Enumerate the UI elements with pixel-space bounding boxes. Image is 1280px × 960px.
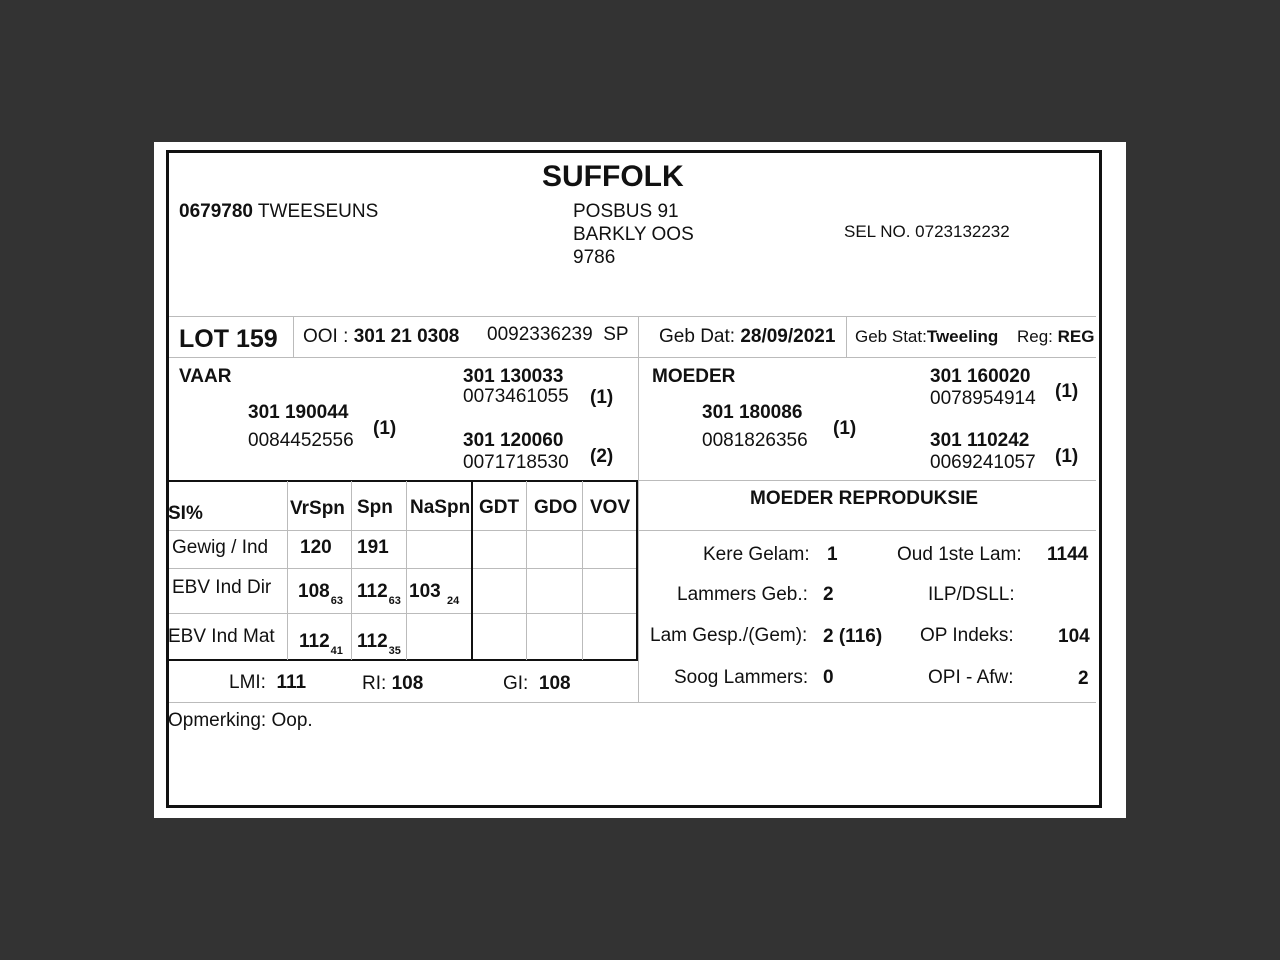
ri-label: RI: <box>362 673 387 694</box>
address-line-1: POSBUS 91 <box>573 201 679 222</box>
moeder-grand1-number: 0078954914 <box>930 388 1036 409</box>
moeder-grand2-number: 0069241057 <box>930 452 1036 473</box>
vaar-grand1-number: 0073461055 <box>463 386 569 407</box>
table-col-line <box>406 481 407 660</box>
col-header: NaSpn <box>410 497 471 518</box>
vaar-grand1-tag: (1) <box>590 387 614 408</box>
lot-number: 159 <box>235 325 278 353</box>
moeder-label: MOEDER <box>652 366 736 387</box>
cell-value: 112 <box>357 581 388 602</box>
col-header: VOV <box>590 497 631 518</box>
divider <box>169 357 1096 358</box>
vaar-grand2-id: 301 120060 <box>463 430 564 451</box>
cell-subscript: 24 <box>446 595 460 607</box>
cell-subscript: 41 <box>330 645 343 657</box>
ooi-number-value: 0092336239 <box>487 324 593 345</box>
divider <box>169 702 1096 703</box>
geb-dat-label: Geb Dat: <box>659 326 736 347</box>
lmi-label: LMI: <box>229 672 266 693</box>
soog-value: 0 <box>823 667 834 688</box>
geb-dat <box>659 326 835 348</box>
vaar-tag: (1) <box>373 418 397 439</box>
table-cell <box>357 581 401 612</box>
ri <box>362 673 423 695</box>
soog-label: Soog Lammers: <box>674 667 809 688</box>
reg-label: Reg: <box>1017 327 1053 346</box>
divider <box>638 317 639 703</box>
table-col-line <box>287 481 288 660</box>
ooi <box>303 326 459 348</box>
lot-label: LOT <box>179 325 229 353</box>
table-cell <box>409 581 459 612</box>
col-header: GDT <box>479 497 520 518</box>
divider <box>639 530 1096 531</box>
reg <box>1017 326 1095 348</box>
kere-gelam-label: Kere Gelam: <box>703 544 810 565</box>
lammers-geb-value: 2 <box>823 584 834 605</box>
breeder-number: 0679780 <box>179 201 253 222</box>
row-label: Gewig / Ind <box>172 537 269 558</box>
reproduksie-title: MOEDER REPRODUKSIE <box>750 488 979 509</box>
cell-subscript: 63 <box>388 595 401 607</box>
ooi-label: OOI : <box>303 326 349 347</box>
moeder-grand1-id: 301 160020 <box>930 366 1031 387</box>
op-label: OP Indeks: <box>920 625 1014 646</box>
table-border <box>169 659 638 661</box>
moeder-grand1-tag: (1) <box>1055 381 1079 402</box>
lam-gesp-label: Lam Gesp./(Gem): <box>650 625 808 646</box>
row-label: EBV Ind Dir <box>172 577 272 598</box>
lmi <box>229 672 306 694</box>
vaar-grand2-number: 0071718530 <box>463 452 569 473</box>
ooi-number <box>487 324 629 346</box>
geb-dat-value: 28/09/2021 <box>740 326 836 347</box>
breeder <box>179 201 378 223</box>
lot <box>179 325 278 353</box>
table-cell: 120 <box>300 537 332 558</box>
gi <box>503 673 571 695</box>
sel-number: SEL NO. 0723132232 <box>844 222 1010 241</box>
moeder-id: 301 180086 <box>702 402 803 423</box>
breed-title: SUFFOLK <box>542 160 684 193</box>
oud-label: Oud 1ste Lam: <box>897 544 1022 565</box>
divider <box>169 316 1096 317</box>
divider <box>638 480 1096 481</box>
table-row-line <box>169 568 638 569</box>
kere-gelam-value: 1 <box>827 544 838 565</box>
table-border <box>471 481 473 660</box>
table-col-line <box>526 481 527 660</box>
row-label: EBV Ind Mat <box>168 626 275 647</box>
lammers-geb-label: Lammers Geb.: <box>677 584 808 605</box>
table-cell <box>299 631 343 662</box>
cell-value: 112 <box>299 631 330 652</box>
geb-stat-label: Geb Stat: <box>855 327 927 346</box>
breeder-name: TWEESEUNS <box>257 201 379 222</box>
address-line-3: 9786 <box>573 247 616 268</box>
address-line-2: BARKLY OOS <box>573 224 694 245</box>
vaar-grand1-id: 301 130033 <box>463 366 564 387</box>
vaar-id: 301 190044 <box>248 402 349 423</box>
col-header: GDO <box>534 497 578 518</box>
moeder-grand2-tag: (1) <box>1055 446 1079 467</box>
oud-value: 1144 <box>1047 544 1089 565</box>
reg-value: REG <box>1057 327 1095 346</box>
cell-subscript: 63 <box>330 595 343 607</box>
lmi-value: 111 <box>276 672 307 693</box>
table-border <box>169 480 638 482</box>
cell-value: 108 <box>298 581 330 602</box>
gi-label: GI: <box>503 673 529 694</box>
ooi-id: 301 21 0308 <box>353 326 460 347</box>
col-header: Spn <box>357 497 393 518</box>
opi-label: OPI - Afw: <box>928 667 1014 688</box>
lam-gesp-value: 2 (116) <box>823 626 883 647</box>
table-cell: 191 <box>357 537 389 558</box>
cell-value: 112 <box>357 631 388 652</box>
op-value: 104 <box>1058 626 1090 647</box>
moeder-grand2-id: 301 110242 <box>930 430 1030 451</box>
divider <box>293 317 294 357</box>
table-cell <box>298 581 343 612</box>
cell-subscript: 35 <box>388 645 401 657</box>
table-row-line <box>169 613 638 614</box>
vaar-number: 0084452556 <box>248 430 354 451</box>
table-row-line <box>169 530 638 531</box>
table-col-line <box>351 481 352 660</box>
vaar-grand2-tag: (2) <box>590 446 614 467</box>
opmerking: Opmerking: Oop. <box>168 710 313 731</box>
vaar-label: VAAR <box>179 366 232 387</box>
moeder-number: 0081826356 <box>702 430 808 451</box>
cell-value: 103 <box>409 581 441 602</box>
si-corner: SI% <box>168 503 203 524</box>
moeder-tag: (1) <box>833 418 857 439</box>
gi-value: 108 <box>538 673 571 694</box>
geb-stat-value: Tweeling <box>926 327 999 346</box>
ooi-suffix: SP <box>603 324 629 345</box>
geb-stat <box>855 326 998 348</box>
table-border <box>636 481 638 660</box>
table-col-line <box>582 481 583 660</box>
opi-value: 2 <box>1078 668 1089 689</box>
ri-value: 108 <box>391 673 424 694</box>
ilp-label: ILP/DSLL: <box>928 584 1015 605</box>
table-cell <box>357 631 401 662</box>
col-header: VrSpn <box>290 498 345 519</box>
divider <box>846 317 847 357</box>
